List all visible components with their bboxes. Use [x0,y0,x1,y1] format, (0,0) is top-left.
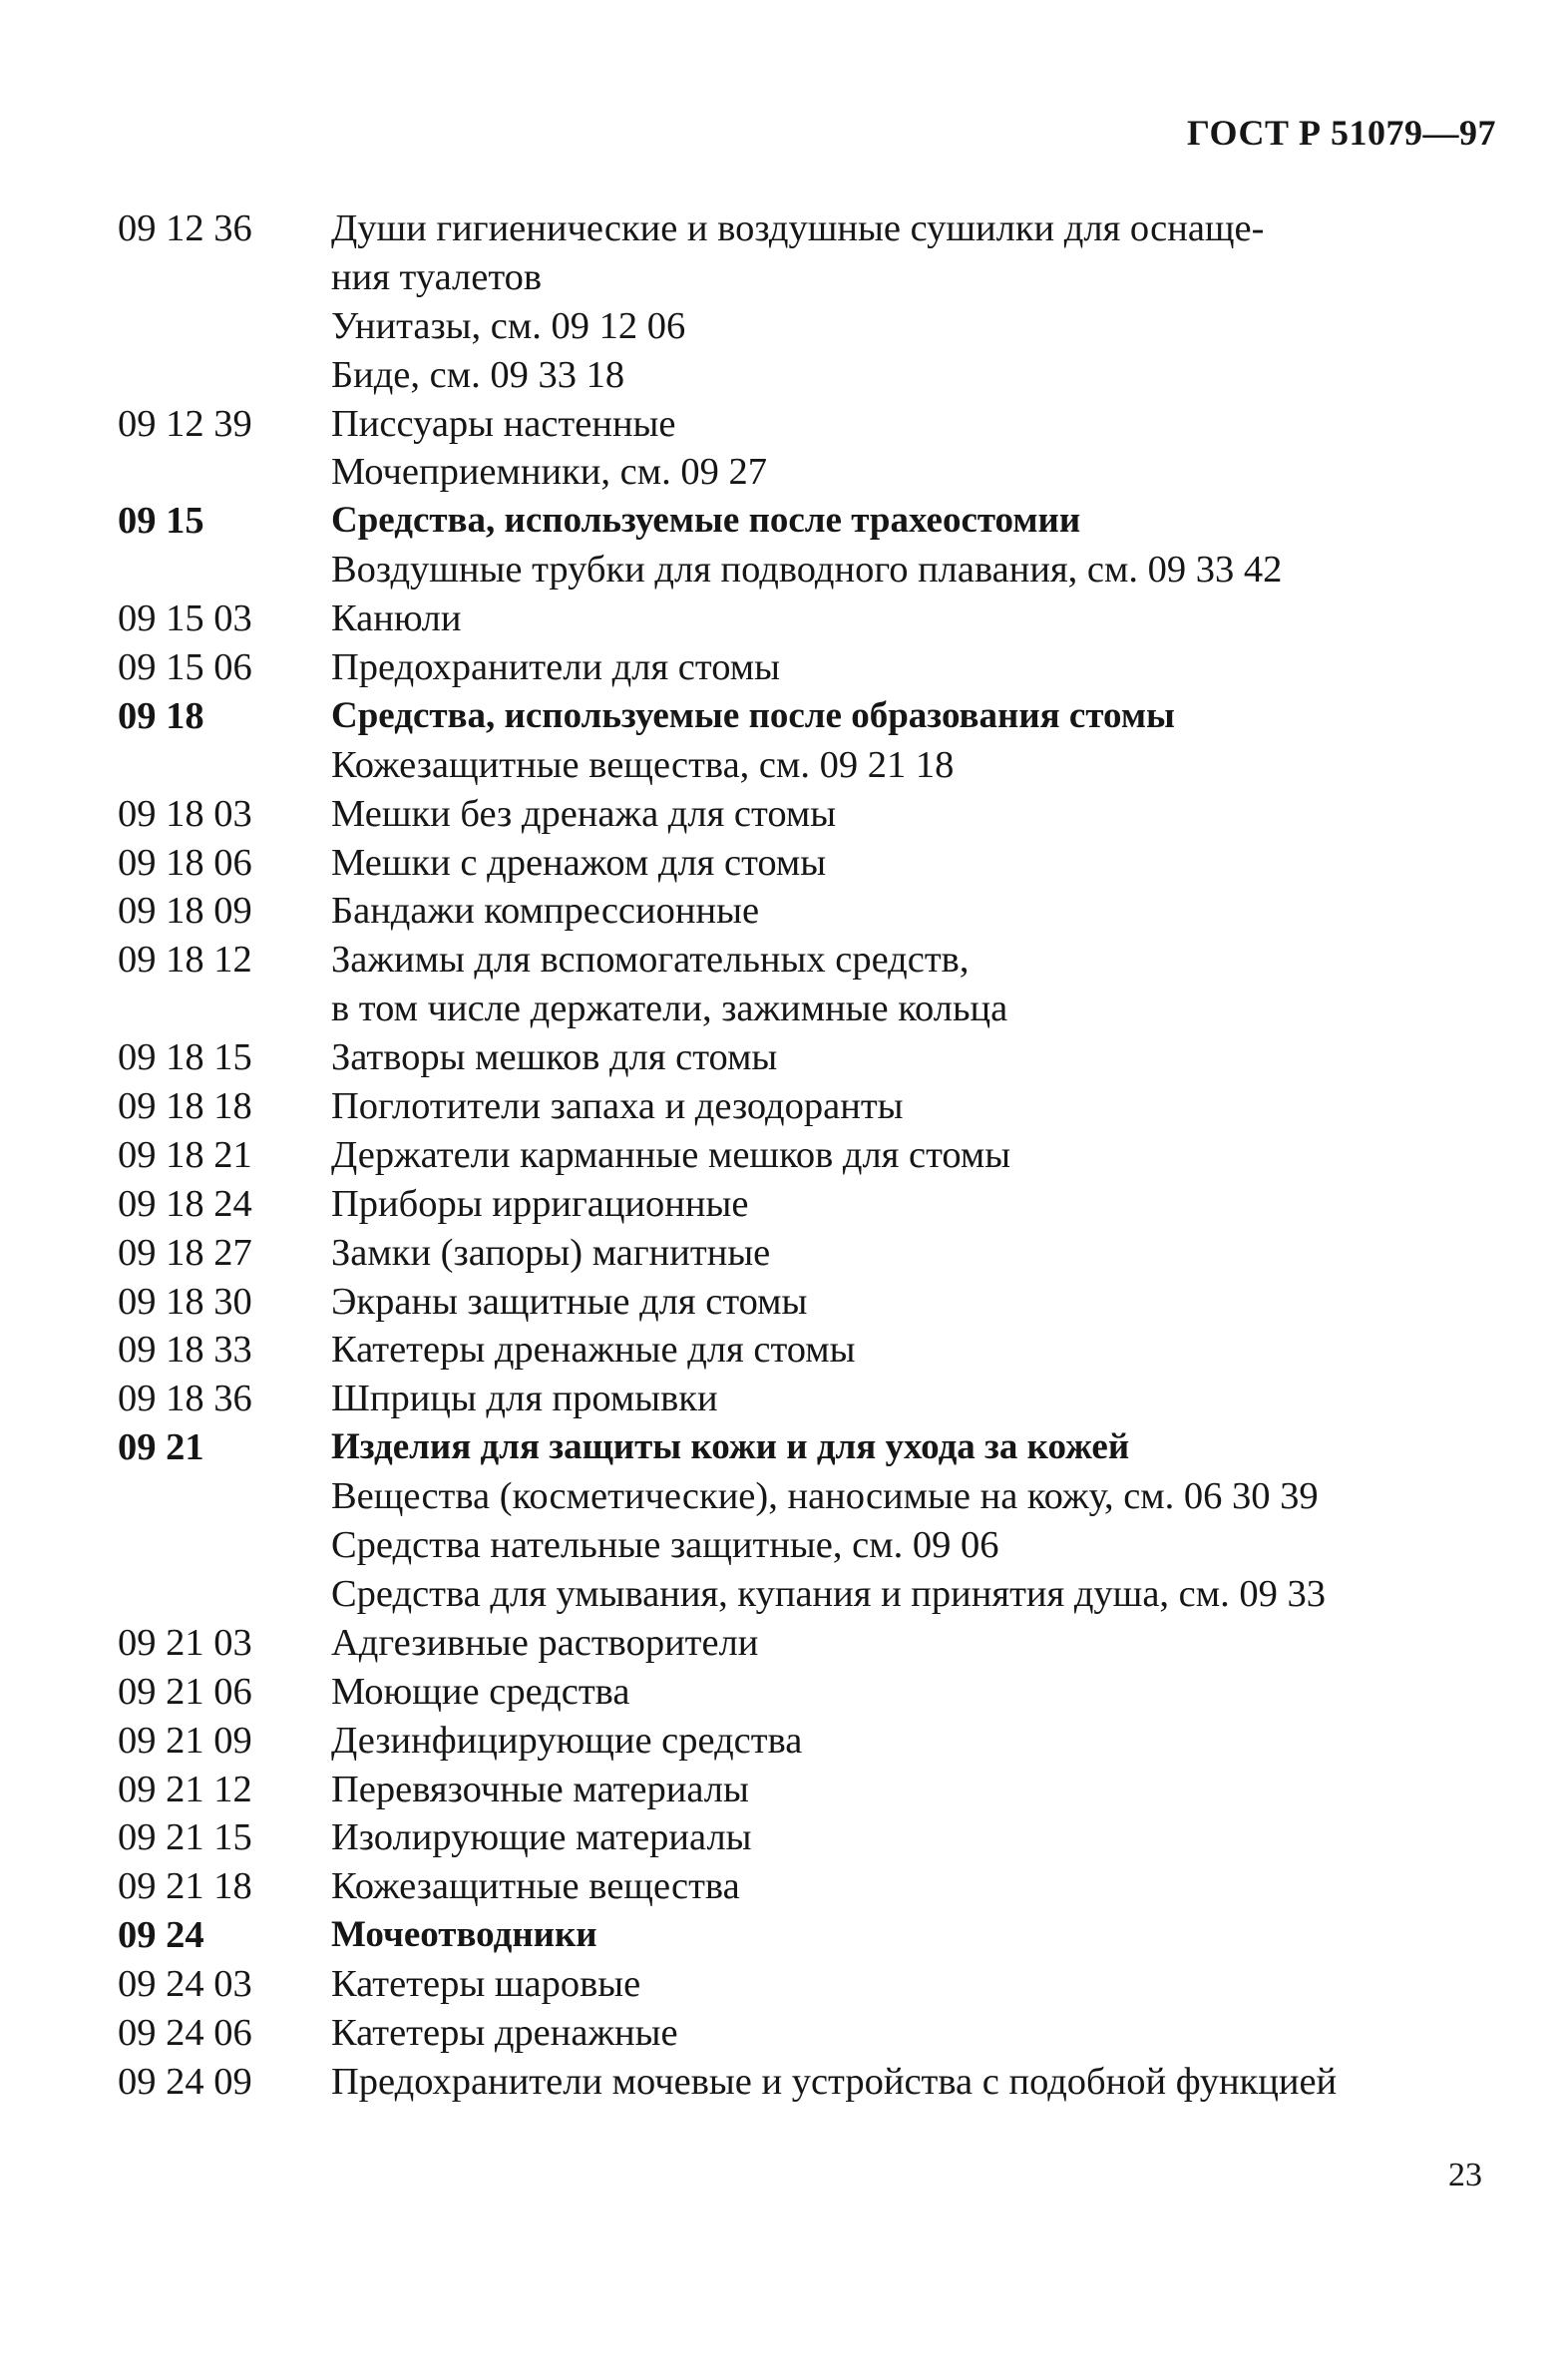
list-item [0,204,1562,253]
item-description: Мочеприемники, см. 09 27 [331,451,767,494]
item-code: 09 18 18 [118,1085,252,1128]
list-item [0,1960,1562,2009]
list-item [0,1472,1562,1521]
list-item [0,1131,1562,1180]
item-code: 09 18 33 [118,1329,252,1372]
list-item [0,351,1562,400]
list-item [0,2009,1562,2058]
list-item [0,448,1562,497]
item-description: Канюли [331,597,462,640]
list-item [0,1813,1562,1862]
item-code: 09 15 06 [118,646,252,689]
item-description: Средства, используемые после образования стомы [331,694,1175,736]
item-code: 09 12 39 [118,402,252,445]
list-item [0,1326,1562,1375]
list-item [0,1862,1562,1911]
list-item [0,643,1562,692]
item-code: 09 21 06 [118,1670,252,1713]
item-description: Адгезивные растворители [331,1621,759,1664]
item-description: Экраны защитные для стомы [331,1280,808,1323]
list-item [0,595,1562,643]
item-description: Шприцы для промывки [331,1378,718,1420]
item-description: Замки (запоры) магнитные [331,1231,771,1274]
item-code: 09 18 36 [118,1378,252,1420]
list-item [0,1082,1562,1131]
item-description: Средства, используемые после трахеостомии [331,500,1081,542]
item-description: Души гигиенические и воздушные сушилки для оснаще- [331,207,1265,249]
item-code: 09 12 36 [118,207,252,249]
item-description: Изделия для защиты кожи и для ухода за кожей [331,1426,1130,1468]
item-description: Держатели карманные мешков для стомы [331,1133,1011,1176]
list-item [0,400,1562,449]
item-description: Катетеры дренажные [331,2011,678,2054]
item-description: Затворы мешков для стомы [331,1036,778,1079]
list-item [0,1766,1562,1814]
item-code: 09 18 21 [118,1133,252,1176]
item-description: Дезинфицирующие средства [331,1719,803,1762]
list-item [0,985,1562,1033]
item-description: Поглотители запаха и дезодоранты [331,1085,904,1128]
item-code: 09 21 03 [118,1621,252,1664]
item-code: 09 18 09 [118,890,252,933]
list-item [0,546,1562,595]
item-description: Кожезащитные вещества, см. 09 21 18 [331,743,955,786]
section-heading-row [0,692,1562,741]
list-item [0,839,1562,888]
item-description: Катетеры шаровые [331,1963,641,2006]
item-description: Вещества (косметические), наносимые на кожу, см. 06 30 39 [331,1475,1319,1518]
item-code: 09 21 15 [118,1816,252,1859]
classification-list [0,204,1562,2107]
list-item [0,253,1562,302]
item-description: Воздушные трубки для подводного плавания, см. 09 33 42 [331,549,1283,592]
item-code: 09 18 [118,694,204,737]
item-code: 09 24 03 [118,1963,252,2006]
item-code: 09 24 09 [118,2060,252,2103]
list-item [0,1375,1562,1423]
item-code: 09 15 03 [118,597,252,640]
item-description: Мешки с дренажом для стомы [331,841,827,884]
list-item [0,1570,1562,1619]
list-item [0,302,1562,351]
item-description: Унитазы, см. 09 12 06 [331,304,686,347]
item-code: 09 24 06 [118,2011,252,2054]
item-description: Предохранители для стомы [331,646,780,689]
item-description: Перевязочные материалы [331,1768,749,1810]
list-item [0,936,1562,985]
list-item [0,2058,1562,2107]
item-code: 09 18 15 [118,1036,252,1079]
item-description: Бандажи компрессионные [331,890,760,933]
item-description: Средства для умывания, купания и принятия душа, см. 09 33 [331,1572,1326,1615]
item-description: Катетеры дренажные для стомы [331,1329,856,1372]
list-item [0,741,1562,790]
page-number: 23 [1448,2157,1482,2193]
list-item [0,1229,1562,1278]
item-description: Изолирующие материалы [331,1816,752,1859]
item-code: 09 18 06 [118,841,252,884]
section-heading-row [0,1423,1562,1472]
item-code: 09 18 30 [118,1280,252,1323]
item-description: ния туалетов [331,255,543,298]
list-item [0,1668,1562,1717]
item-description: Приборы ирригационные [331,1182,749,1225]
list-item [0,1717,1562,1766]
item-code: 09 18 27 [118,1231,252,1274]
item-description: Мочеотводники [331,1914,597,1956]
item-description: Биде, см. 09 33 18 [331,353,625,396]
item-description: в том числе держатели, зажимные кольца [331,988,1008,1030]
list-item [0,790,1562,839]
list-item [0,1180,1562,1229]
section-heading-row [0,1911,1562,1960]
item-description: Мешки без дренажа для стомы [331,792,837,835]
item-code: 09 18 24 [118,1182,252,1225]
list-item [0,1278,1562,1327]
item-code: 09 21 09 [118,1719,252,1762]
item-description: Зажимы для вспомогательных средств, [331,939,970,982]
list-item [0,1033,1562,1082]
item-description: Кожезащитные вещества [331,1865,740,1908]
item-description: Моющие средства [331,1670,630,1713]
document-header: ГОСТ Р 51079—97 [1187,113,1496,153]
item-description: Средства нательные защитные, см. 09 06 [331,1524,999,1567]
item-code: 09 18 03 [118,792,252,835]
item-description: Предохранители мочевые и устройства с подобной функцией [331,2060,1338,2103]
item-code: 09 21 18 [118,1865,252,1908]
item-code: 09 15 [118,500,204,543]
item-code: 09 18 12 [118,939,252,982]
list-item [0,1521,1562,1570]
item-code: 09 24 [118,1914,204,1957]
list-item [0,1619,1562,1668]
section-heading-row [0,497,1562,546]
item-description: Писсуары настенные [331,402,676,445]
list-item [0,887,1562,936]
item-code: 09 21 12 [118,1768,252,1810]
item-code: 09 21 [118,1426,204,1469]
